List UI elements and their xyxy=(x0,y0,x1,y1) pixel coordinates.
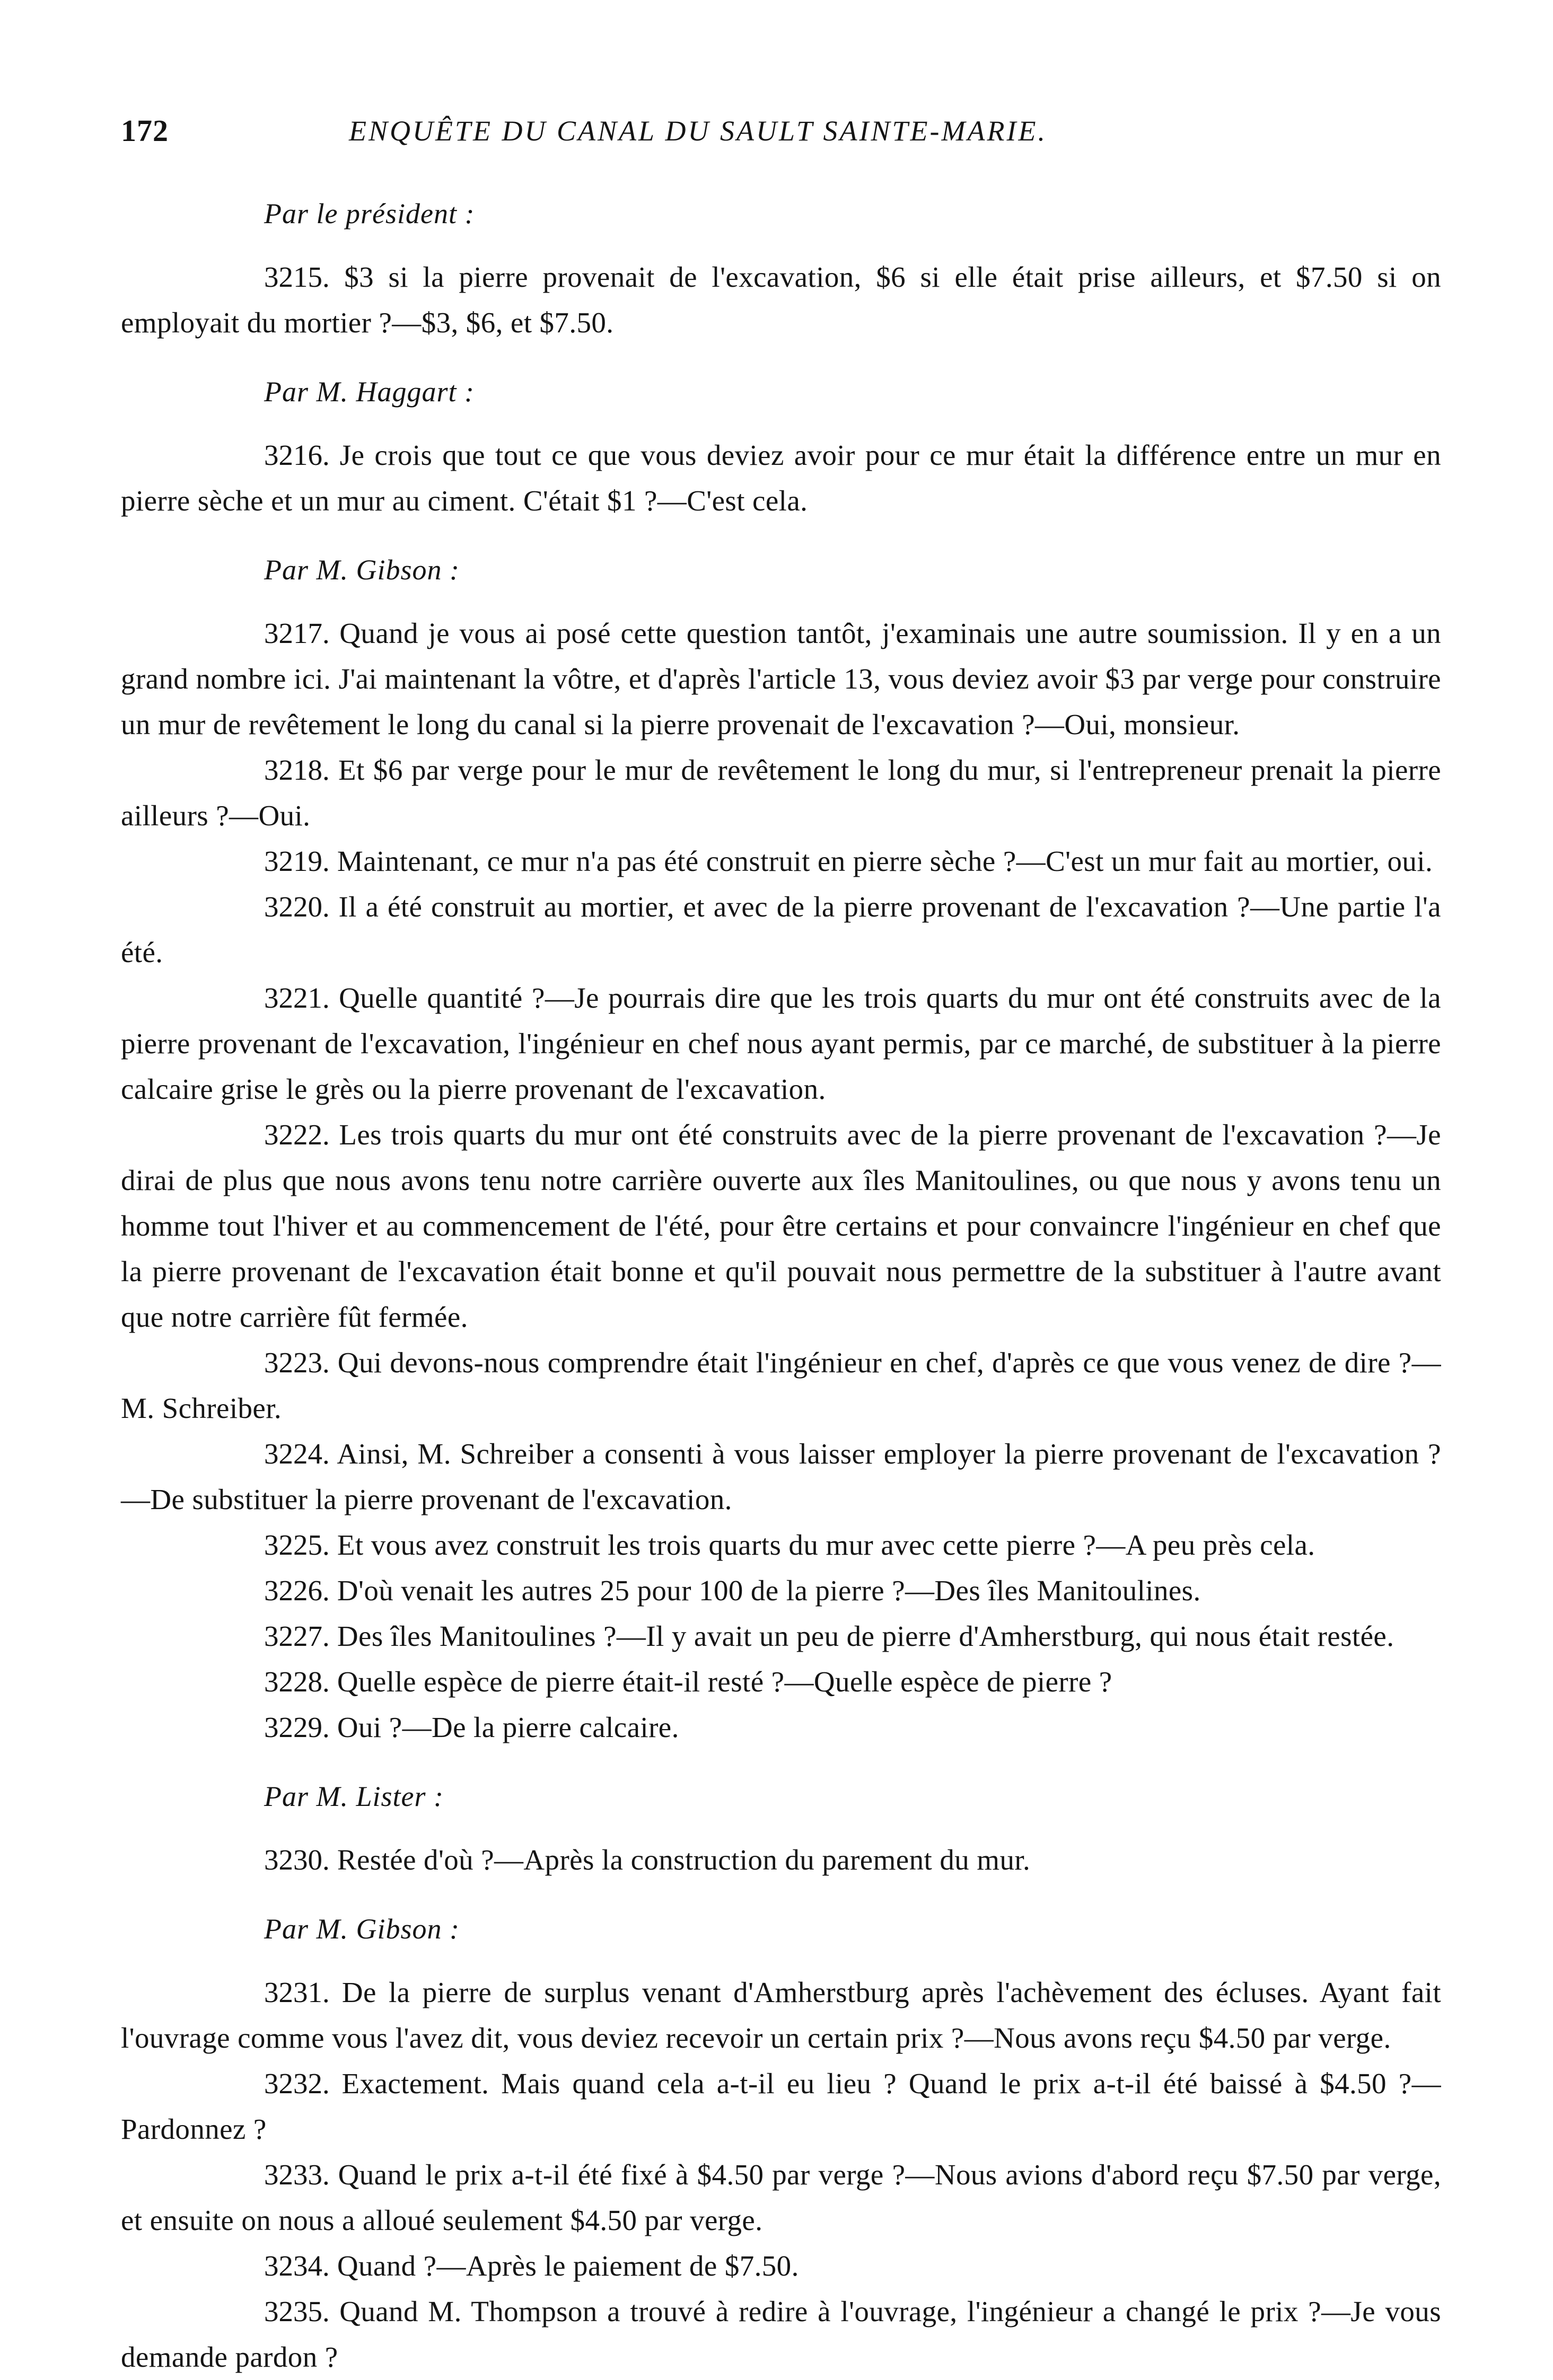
question-answer-text: Restée d'où ?—Après la construction du parement du mur. xyxy=(337,1844,1031,1876)
speaker-heading: Par M. Lister : xyxy=(264,1780,444,1812)
testimony-entry xyxy=(121,839,1441,884)
question-number: 3232. xyxy=(264,2067,330,2100)
question-answer-text: Je crois que tout ce que vous deviez avoir pour ce mur était la différence entre un mur en pierre sèche et un mur au ciment. C'était $1 ?—C'est cela. xyxy=(121,439,1441,517)
question-number: 3222. xyxy=(264,1118,330,1151)
question-number: 3231. xyxy=(264,1976,330,2008)
testimony-entry xyxy=(121,975,1441,1112)
testimony-entry xyxy=(121,1705,1441,1750)
speaker-heading: Par le président : xyxy=(264,198,475,230)
question-answer-text: Maintenant, ce mur n'a pas été construit en pierre sèche ?—C'est un mur fait au mortier, oui. xyxy=(337,845,1433,877)
testimony-entry xyxy=(121,1837,1441,1883)
testimony-entry xyxy=(121,1112,1441,1340)
question-answer-text: Quand M. Thompson a trouvé à redire à l'ouvrage, l'ingénieur a changé le prix ?—Je vous demande pardon ? xyxy=(121,2295,1441,2373)
question-answer-text: D'où venait les autres 25 pour 100 de la pierre ?—Des îles Manitoulines. xyxy=(337,1574,1201,1607)
question-number: 3226. xyxy=(264,1574,330,1607)
question-answer-text: Qui devons-nous comprendre était l'ingénieur en chef, d'après ce que vous venez de dire ?—M. Schreiber. xyxy=(121,1346,1441,1424)
testimony-entry xyxy=(121,611,1441,747)
question-number: 3229. xyxy=(264,1711,330,1743)
question-number: 3227. xyxy=(264,1620,330,1652)
question-number: 3224. xyxy=(264,1438,330,1470)
running-title: ENQUÊTE DU CANAL DU SAULT SAINTE-MARIE. xyxy=(349,115,1047,147)
speaker-heading: Par M. Gibson : xyxy=(264,554,460,586)
page-number: 172 xyxy=(121,113,169,148)
question-answer-text: Et $6 par verge pour le mur de revêtement le long du mur, si l'entrepreneur prenait la pierre ailleurs ?—Oui. xyxy=(121,754,1442,832)
question-answer-text: Oui ?—De la pierre calcaire. xyxy=(337,1711,679,1743)
question-number: 3228. xyxy=(264,1665,330,1698)
question-number: 3233. xyxy=(264,2158,330,2191)
question-answer-text: Quand le prix a-t-il été fixé à $4.50 par verge ?—Nous avions d'abord reçu $7.50 par verge, et ensuite on nous a alloué seulement $4.50 par verge. xyxy=(121,2158,1441,2236)
question-answer-text: Il a été construit au mortier, et avec de la pierre provenant de l'excavation ?—Une partie l'a été. xyxy=(121,891,1441,968)
testimony-entry xyxy=(121,2152,1441,2243)
question-answer-text: De la pierre de surplus venant d'Amherstburg après l'achèvement des écluses. Ayant fait l'ouvrage comme vous l'avez dit, vous deviez recevoir un certain prix ?—Nous avons reçu $4.50 par verge. xyxy=(121,1976,1441,2054)
question-answer-text: $3 si la pierre provenait de l'excavation, $6 si elle était prise ailleurs, et $7.50 si on employait du mortier ?—$3, $6, et $7.50. xyxy=(121,261,1441,339)
testimony-entry xyxy=(121,254,1441,346)
testimony-entry xyxy=(121,2061,1441,2152)
testimony-entry xyxy=(121,1970,1441,2061)
speaker-heading: Par M. Haggart : xyxy=(264,376,475,408)
speaker-heading: Par M. Gibson : xyxy=(264,1913,460,1945)
testimony-entry xyxy=(121,1568,1441,1614)
testimony-entry xyxy=(121,1522,1441,1568)
question-number: 3219. xyxy=(264,845,330,877)
testimony-entry xyxy=(121,884,1441,975)
question-answer-text: Ainsi, M. Schreiber a consenti à vous laisser employer la pierre provenant de l'excavation ?—De substituer la pierre provenant de l'excavation. xyxy=(121,1438,1441,1515)
question-number: 3217. xyxy=(264,617,330,649)
testimony-entry xyxy=(121,2243,1441,2289)
question-number: 3234. xyxy=(264,2250,330,2282)
testimony-body xyxy=(121,191,1441,2380)
question-answer-text: Quelle quantité ?—Je pourrais dire que les trois quarts du mur ont été construits avec de la pierre provenant de l'excavation, l'ingénieur en chef nous ayant permis, par ce marché, de substituer à la pierre calcaire grise le grès ou la pierre provenant de l'excavation. xyxy=(121,982,1441,1105)
question-number: 3215. xyxy=(264,261,330,293)
question-number: 3220. xyxy=(264,891,330,923)
testimony-entry xyxy=(121,433,1441,524)
question-number: 3225. xyxy=(264,1529,330,1561)
question-number: 3218. xyxy=(264,754,330,786)
question-answer-text: Les trois quarts du mur ont été construits avec de la pierre provenant de l'excavation ?—Je dirai de plus que nous avons tenu notre carrière ouverte aux îles Manitoulines, ou que nous y avons tenu un homme tout l'hiver et au commencement de l'été, pour être certains et pour convaincre l'ingénieur en chef que la pierre provenant de l'excavation était bonne et qu'il pouvait nous permettre de la substituer à l'autre avant que notre carrière fût fermée. xyxy=(121,1118,1441,1333)
question-number: 3223. xyxy=(264,1346,330,1379)
question-number: 3230. xyxy=(264,1844,330,1876)
question-answer-text: Exactement. Mais quand cela a-t-il eu lieu ? Quand le prix a-t-il été baissé à $4.50 ?—Pardonnez ? xyxy=(121,2067,1441,2145)
testimony-entry xyxy=(121,1659,1441,1705)
question-number: 3216. xyxy=(264,439,330,471)
question-answer-text: Des îles Manitoulines ?—Il y avait un peu de pierre d'Amherstburg, qui nous était restée. xyxy=(337,1620,1394,1652)
testimony-entry xyxy=(121,2289,1441,2380)
question-answer-text: Et vous avez construit les trois quarts du mur avec cette pierre ?—A peu près cela. xyxy=(337,1529,1315,1561)
question-answer-text: Quand je vous ai posé cette question tantôt, j'examinais une autre soumission. Il y en a un grand nombre ici. J'ai maintenant la vôtre, et d'après l'article 13, vous deviez avoir $3 par verge pour construire un mur de revêtement le long du canal si la pierre provenait de l'excavation ?—Oui, monsieur. xyxy=(121,617,1441,741)
question-answer-text: Quand ?—Après le paiement de $7.50. xyxy=(337,2250,799,2282)
question-number: 3235. xyxy=(264,2295,330,2328)
testimony-entry xyxy=(121,1614,1441,1659)
question-answer-text: Quelle espèce de pierre était-il resté ?—Quelle espèce de pierre ? xyxy=(337,1665,1112,1698)
question-number: 3221. xyxy=(264,982,330,1014)
testimony-entry xyxy=(121,1340,1441,1431)
testimony-entry xyxy=(121,747,1441,839)
testimony-entry xyxy=(121,1431,1441,1522)
page-header xyxy=(121,112,1441,149)
